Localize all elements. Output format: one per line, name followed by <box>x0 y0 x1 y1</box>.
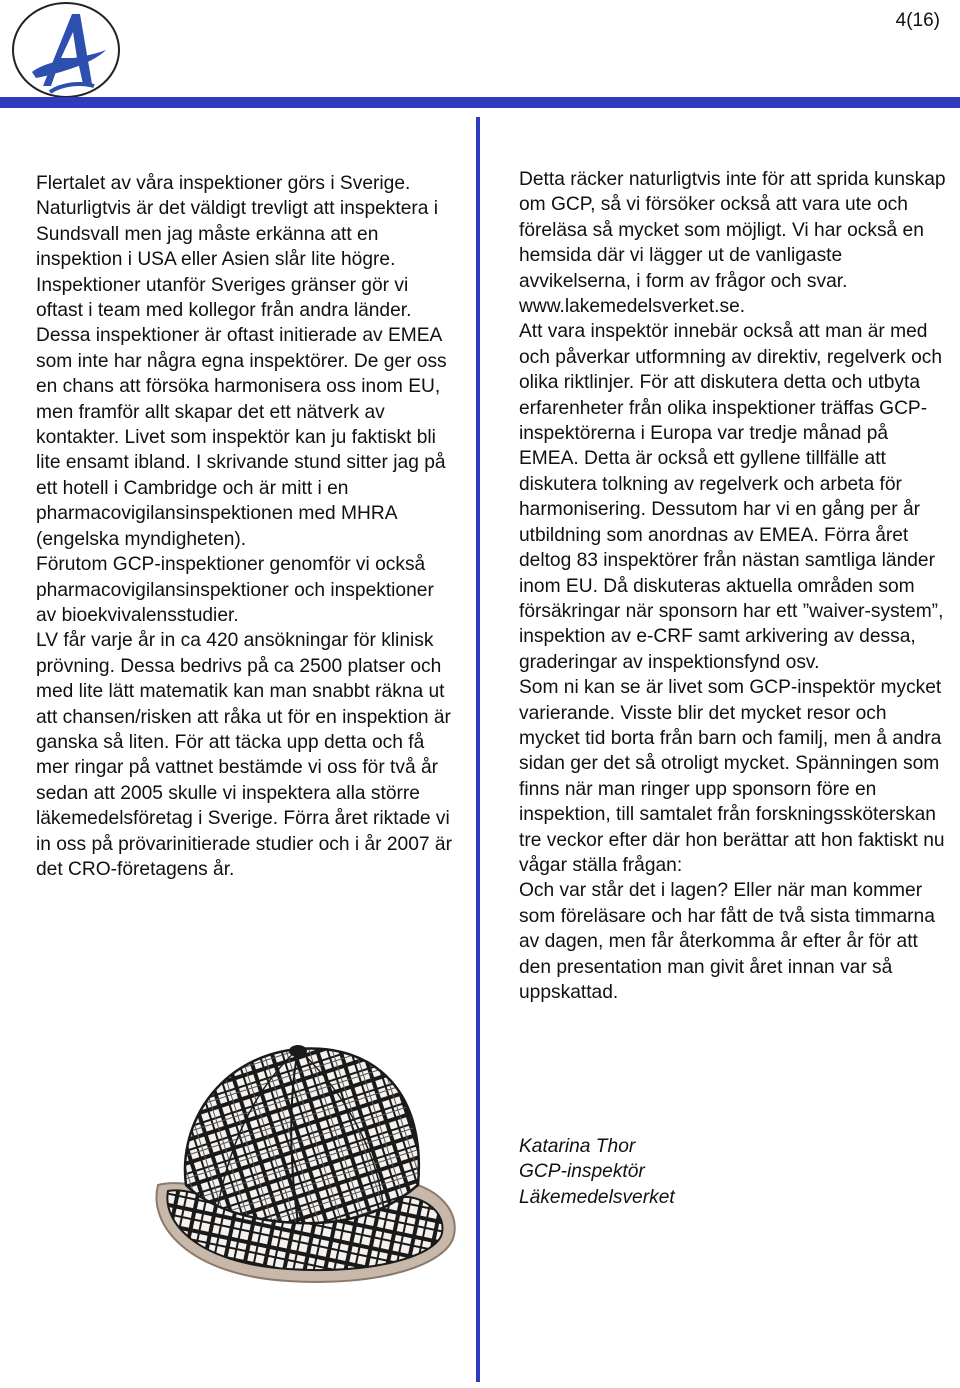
plaid-hat-icon <box>148 1035 460 1290</box>
author-name: Katarina Thor <box>519 1136 636 1157</box>
right-paragraph-1: Detta räcker naturligtvis inte för att sprida kunskap om GCP, så vi försöker också att vara ute och föreläsa så mycket som möjligt. Vi har också en hemsida där vi lägger ut de vanligaste avvikelserna, i form av frågor och svar. www.lakemedelsverket.se. <box>519 169 946 318</box>
left-paragraph-1: Flertalet av våra inspektioner görs i Sverige. Naturligtvis är det väldigt trevligt att inspektera i Sundsvall men jag måste erkänna att en inspektion i USA eller Asien slår lite högre. Inspektioner utanför Sveriges gränser gör vi oftast i team med kollegor från andra länder. Dessa inspektioner är oftast initierade av EMEA som inte har några egna inspektörer. De ger oss en chans att försöka harmonisera oss inom EU, men framför allt skapar det ett nätverk av kontakter. Livet som inspektör kan ju faktiskt bli lite ensamt ibland. I skrivande stund sitter jag på ett hotell i Cambridge och är mitt i en pharmacovigilansinspektionen med MHRA (engelska myndigheten). <box>36 173 447 550</box>
agency-logo-icon <box>10 0 122 100</box>
right-paragraph-3: Som ni kan se är livet som GCP-inspektör mycket varierande. Visste blir det mycket resor och mycket tid borta från barn och familj, men å andra sidan ger det så otroligt mycket. Spänningen som finns när man ringer upp sponsorn före en inspektion, till samtalet från forskningssköterskan tre veckor efter där hon berättar att hon faktiskt nu vågar ställa frågan: <box>519 677 945 876</box>
signature-block <box>519 1134 939 1210</box>
header-rule <box>0 97 960 108</box>
left-paragraph-2: Förutom GCP-inspektioner genomför vi också pharmacovigilansinspektioner och inspektioner av bioekvivalensstudier. <box>36 554 434 626</box>
right-paragraph-2: Att vara inspektör innebär också att man är med och påverkar utformning av direktiv, regelverk och olika riktlinjer. För att diskutera detta och utbyta erfarenheter från olika inspektioner träffas GCP- inspektörerna i Europa var tredje månad på EMEA. Detta är också ett gyllene tillfälle att diskutera tolkning av regelverk och arbeta för harmonisering. Dessutom har vi en gång per år utbildning som anordnas av EMEA. Förra året deltog 83 inspektörer från nästan samtliga länder inom EU. Då diskuteras aktuella områden som försäkringar när sponsorn har ett ”waiver-system”, inspektion av e-CRF samt arkivering av dessa, graderingar av inspektionsfynd osv. <box>519 321 944 673</box>
left-column <box>36 171 454 882</box>
column-divider <box>476 117 480 1382</box>
left-paragraph-3: LV får varje år in ca 420 ansökningar för klinisk prövning. Dessa bedrivs på ca 2500 platser och med lite lätt matematik kan man snabbt räkna ut att chansen/risken att råka ut för en inspektion är ganska så liten. För att täcka upp detta och få mer ringar på vattnet bestämde vi oss för två år sedan att 2005 skulle vi inspektera alla större läkemedelsföretag i Sverige. Förra året riktade vi in oss på prövarinitierade studier och i år 2007 är det CRO-företagens år. <box>36 630 452 880</box>
right-column <box>519 167 951 1005</box>
page-number: 4(16) <box>895 10 940 31</box>
author-organization: Läkemedelsverket <box>519 1186 675 1208</box>
author-role: GCP-inspektör <box>519 1161 645 1183</box>
right-paragraph-4: Och var står det i lagen? Eller när man kommer som föreläsare och har fått de två sista timmarna av dagen, men får återkomma år efter år för att den presentation man givit året innan var så uppskattad. <box>519 880 935 1003</box>
